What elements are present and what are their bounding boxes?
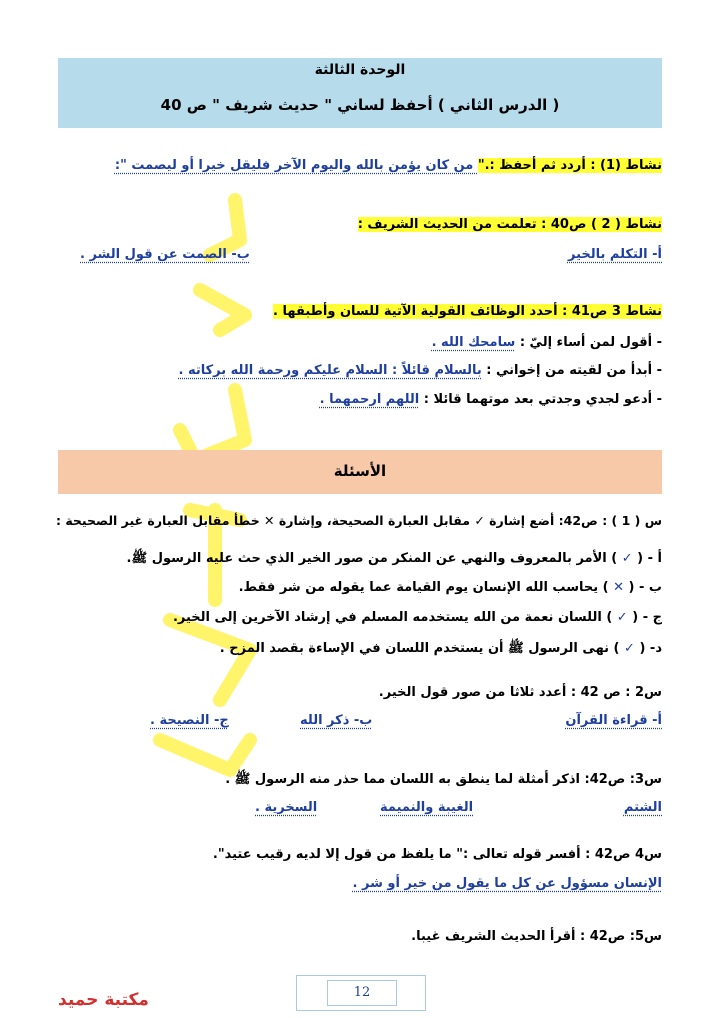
cross-icon: ✕ bbox=[613, 580, 625, 595]
q1-label: س ( 1 ) : ص42: أضع إشارة ✓ مقابل العبارة الصحيحة، وإشارة ✕ خطأ مقابل العبارة غير الصحيحة : bbox=[55, 513, 662, 528]
check-icon: ✓ bbox=[621, 551, 633, 566]
activity3-item bbox=[320, 392, 662, 407]
q1-item bbox=[127, 550, 662, 569]
activity3-question: - أبدأ من لقيته من إخواني : bbox=[486, 363, 662, 378]
q1-item-text: ) نهى الرسول ﷺ أن يستخدم اللسان في الإساءة بقصد المزح . bbox=[219, 641, 625, 656]
activity3-question: - أدعو لجدي وجدتي بعد موتهما قائلا : bbox=[423, 392, 662, 407]
activity3-answer: سامحك الله . bbox=[431, 335, 516, 350]
activity2-answer-b: ب- الصمت عن قول الشر . bbox=[80, 247, 250, 262]
q1-item bbox=[173, 610, 662, 625]
q1-item-text: ) الأمر بالمعروف والنهي عن المنكر من صور الخير الذي حث عليه الرسول ﷺ. bbox=[126, 551, 622, 566]
activity3-answer: اللهم ارحمهما . bbox=[319, 392, 420, 407]
q1-item bbox=[220, 640, 662, 659]
q2-answer-b: ب- ذكر الله bbox=[300, 713, 373, 728]
page-number: 12 bbox=[327, 980, 397, 1006]
check-icon: ✓ bbox=[624, 641, 635, 656]
questions-title: الأسئلة bbox=[333, 462, 387, 480]
q3-answer-c: السخرية . bbox=[255, 800, 318, 815]
library-name: مكتبة حميد bbox=[58, 990, 149, 1010]
activity1-label: نشاط (1) : أردد ثم أحفظ :." bbox=[477, 158, 662, 173]
q4-label: س4 ص42 : أفسر قوله تعالى :" ما يلفظ من قول إلا لديه رقيب عتيد". bbox=[212, 847, 662, 862]
q3-answer-a: الشتم bbox=[623, 800, 662, 815]
activity3-item bbox=[432, 335, 662, 350]
activity1-text: من كان يؤمن بالله واليوم الآخر فليقل خيرا أو ليصمت ": bbox=[114, 158, 478, 173]
activity3-question: - أقول لمن أساء إليّ : bbox=[519, 335, 662, 350]
q1-item-prefix: أ - ( bbox=[632, 551, 662, 566]
q4-answer: الإنسان مسؤول عن كل ما يقول من خير أو شر . bbox=[352, 876, 662, 891]
q1-item-prefix: ب - ( bbox=[624, 580, 662, 595]
q2-label: س2 : ص 42 : أعدد ثلاثا من صور قول الخير. bbox=[378, 685, 662, 700]
activity3-answer: بالسلام قائلاً : السلام عليكم ورحمة الله بركاته . bbox=[178, 363, 482, 378]
activity3-item bbox=[179, 363, 663, 378]
q1-item-text: ) يحاسب الله الإنسان يوم القيامة عما يقوله من شر فقط. bbox=[238, 580, 614, 595]
activity2-label: نشاط ( 2 ) ص40 : تعلمت من الحديث الشريف : bbox=[357, 217, 662, 232]
lesson-title: ( الدرس الثاني ) أحفظ لساني " حديث شريف " ص 40 bbox=[160, 96, 560, 114]
q1-item bbox=[239, 580, 662, 595]
activity2-line bbox=[358, 217, 662, 232]
q2-answer-c: ج- النصيحة . bbox=[150, 713, 229, 728]
page-number-frame bbox=[296, 975, 426, 1011]
q1-item-prefix: ج - ( bbox=[627, 610, 662, 625]
unit-title: الوحدة الثالثة bbox=[314, 62, 406, 78]
activity2-answer-a: أ- التكلم بالخير bbox=[567, 247, 662, 262]
check-icon: ✓ bbox=[616, 610, 628, 625]
q3-label: س3: ص42: اذكر أمثلة لما ينطق به اللسان مما حذر منه الرسول ﷺ . bbox=[225, 772, 662, 787]
lesson-header bbox=[58, 58, 662, 128]
activity3-line bbox=[273, 304, 662, 319]
q3-answer-b: الغيبة والنميمة bbox=[380, 800, 474, 815]
q5-label: س5: ص42 : أقرأ الحديث الشريف غيبا. bbox=[411, 929, 662, 944]
q1-item-prefix: د- ( bbox=[634, 641, 662, 656]
activity3-label: نشاط 3 ص41 : أحدد الوظائف القولية الآتية للسان وأطبقها . bbox=[273, 304, 662, 319]
activity1-line bbox=[115, 158, 662, 173]
q1-item-text: ) اللسان نعمة من الله يستخدمه المسلم في إرشاد الآخرين إلى الخير. bbox=[172, 610, 617, 625]
q2-answer-a: أ- قراءة القرآن bbox=[565, 713, 662, 728]
questions-header bbox=[58, 450, 662, 494]
